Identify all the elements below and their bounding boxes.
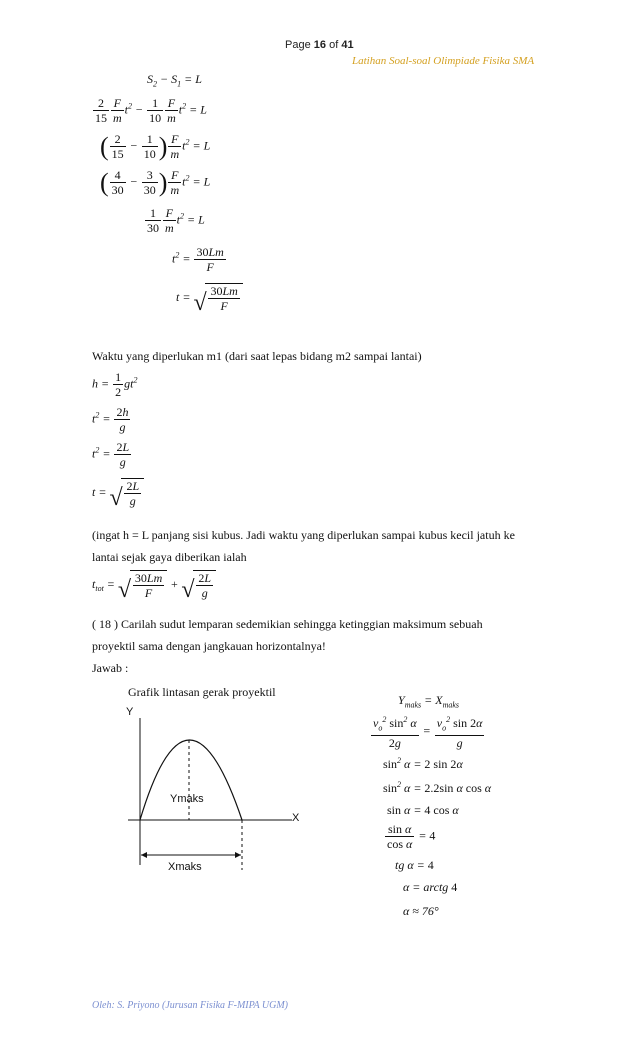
page-of: of xyxy=(329,39,339,51)
graph-xmaks-label: Xmaks xyxy=(168,861,202,873)
eq-t-l: t = √ $\frac{2L}{g}$ xyxy=(92,478,144,508)
eq-ratio: $\frac{v_o^2 \sin^2 \alpha}{2g}$ = $\frac{v_o^2 \sin 2\alpha}{g}$ xyxy=(373,715,483,751)
eq-arctg: α = arctg 4 xyxy=(403,880,458,894)
page-indicator xyxy=(285,39,354,51)
graph-title: Grafik lintasan gerak proyektil xyxy=(128,685,276,699)
page-prefix: Page xyxy=(285,39,311,51)
eq-s2-s1: $S_2 - S_1 = L$ xyxy=(147,72,202,89)
eq-t2-h: $t^2$ = $\frac{2h}{g}$ xyxy=(92,405,129,434)
footer-author: Oleh: S. Priyono (Jurusan Fisika F-MIPA UGM) xyxy=(92,1000,288,1011)
eq-sin-over-cos: $\frac{\text{sin α}}{\text{cos α}}$ = 4 xyxy=(387,822,436,851)
eq-line-5: $\frac{1}{30}$ $\frac{F}{m}$ $t^2 = L$ xyxy=(147,206,205,235)
eq-line-2: $\frac{2}{15}$ $\frac{F}{m}$ $t^2$ − $\frac{1}{10}$ $\frac{F}{m}$ $t^2 = L$ xyxy=(95,96,207,125)
eq-tg: tg α = 4 xyxy=(395,858,434,872)
eq-t-tot: $t_{tot}$ = √ $\frac{30Lm}{F}$ + √ $\frac{2L}{g}$ xyxy=(92,570,216,600)
eq-line-6: $t^2$ = $\frac{30Lm}{F}$ xyxy=(172,245,224,274)
graph-x-label: X xyxy=(292,812,300,824)
eq-ymaks-xmaks: $Y_{maks} = X_{maks}$ xyxy=(398,693,460,710)
xmaks-arrow-left xyxy=(141,852,147,858)
eq-h: h = $\frac{1}{2}$ $gt^2$ xyxy=(92,370,138,399)
eq-sin-cos: sin α = 4 cos α xyxy=(387,803,459,817)
page-total: 41 xyxy=(341,39,354,51)
paragraph-ingat-1: (ingat h = L panjang sisi kubus. Jadi waktu yang diperlukan sampai kubus kecil jatuh ke xyxy=(92,528,515,542)
graph-ymaks-label: Ymaks xyxy=(170,793,204,805)
header-subtitle: Latihan Soal-soal Olimpiade Fisika SMA xyxy=(352,55,535,67)
problem-18-line2: proyektil sama dengan jangkauan horizontalnya! xyxy=(92,639,326,653)
jawab-label: Jawab : xyxy=(92,661,129,675)
xmaks-arrow-right xyxy=(235,852,241,858)
eq-sin2-b: $\sin^2 \alpha = 2.2\sin$ α cos α xyxy=(383,780,492,795)
paragraph-ingat-2: lantai sejak gaya diberikan ialah xyxy=(92,550,247,564)
page-number: 16 xyxy=(313,39,327,51)
eq-sin2-a: $\sin^2 \alpha = 2$ sin 2α xyxy=(383,756,463,771)
trajectory-graph xyxy=(110,700,320,875)
eq-line-3: ( $\frac{2}{15}$ − $\frac{1}{10}$ ) $\frac{F}{m}$ $t^2 = L$ xyxy=(100,131,211,161)
trajectory-curve xyxy=(140,740,242,820)
paragraph-waktu: Waktu yang diperlukan m1 (dari saat lepas bidang m2 sampai lantai) xyxy=(92,349,422,363)
eq-final-answer: α ≈ 76° xyxy=(403,904,439,918)
eq-line-7: t = √ $\frac{30Lm}{F}$ xyxy=(176,283,243,313)
problem-18-line1: ( 18 ) Carilah sudut lemparan sedemikian sehingga ketinggian maksimum sebuah xyxy=(92,617,483,631)
eq-t2-l: $t^2$ = $\frac{2L}{g}$ xyxy=(92,440,130,469)
graph-y-label: Y xyxy=(126,706,134,718)
eq-line-4: ( $\frac{4}{30}$ − $\frac{3}{30}$ ) $\frac{F}{m}$ $t^2 = L$ xyxy=(100,167,211,197)
